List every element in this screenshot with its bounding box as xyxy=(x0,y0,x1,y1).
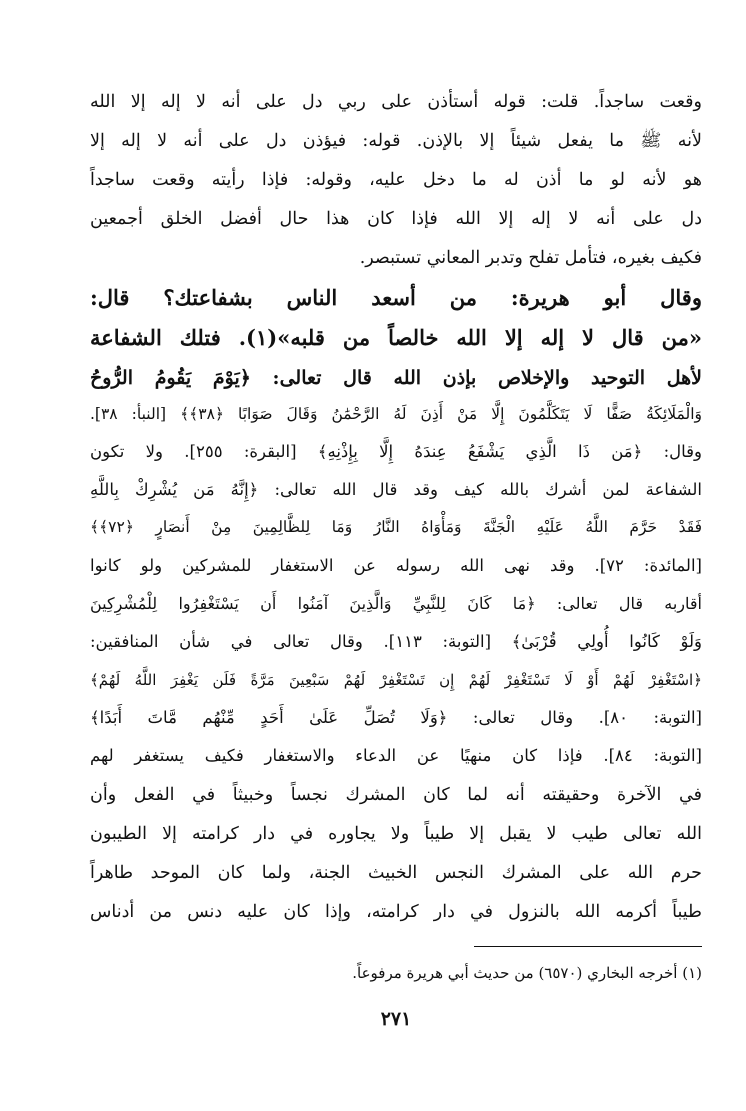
text-line: [التوبة: ٨٤]. فإذا كان منهيًا عن الدعاء والاستغفار فكيف يستغفر لهم xyxy=(90,746,702,765)
text-line: وَلَوْ كَانُوا أُولِي قُرْبَىٰ﴾ [التوبة: ١١٣]. وقال تعالى في شأن المنافقين: xyxy=(90,632,702,651)
footnote: (١) أخرجه البخاري (٦٥٧٠) من حديث أبي هريرة مرفوعاً. xyxy=(352,964,702,982)
text-line-bold: لأهل التوحيد والإخلاص بإذن الله قال تعالى: ﴿يَوْمَ يَقُومُ الرُّوحُ xyxy=(90,367,702,389)
text-line: وقال: ﴿مَن ذَا الَّذِي يَشْفَعُ عِندَهُ إِلَّا بِإِذْنِهِ﴾ [البقرة: ٢٥٥]. ولا تكون xyxy=(90,442,702,461)
text-line: الله تعالى طيب لا يقبل إلا طيباً ولا يجاوره في دار كرامته إلا الطيبون xyxy=(90,824,702,844)
text-line-bold: «من قال لا إله إلا الله خالصاً من قلبه»(١). فتلك الشفاعة xyxy=(90,325,702,350)
quran-verse-line: فَقَدْ حَرَّمَ اللَّهُ عَلَيْهِ الْجَنَّةَ وَمَأْوَاهُ النَّارُ وَمَا لِلظَّالِمِينَ مِنْ أَنصَارٍ ﴿٧٢﴾﴾ xyxy=(90,518,702,536)
text-line: [التوبة: ٨٠]. وقال تعالى: ﴿وَلَا تُصَلِّ عَلَىٰ أَحَدٍ مِّنْهُم مَّاتَ أَبَدًا﴾ xyxy=(90,708,702,727)
text-line-bold: وقال أبو هريرة: من أسعد الناس بشفاعتك؟ قال: xyxy=(90,285,702,310)
text-line: في الآخرة وحقيقته أنه لما كان المشرك نجساً وخبيثاً في الفعل وأن xyxy=(90,785,702,805)
text-line: فكيف بغيره، فتأمل تفلح وتدبر المعاني تستبصر. xyxy=(359,248,702,268)
text-line: أقاربه قال تعالى: ﴿مَا كَانَ لِلنَّبِيِّ وَالَّذِينَ آمَنُوا أَن يَسْتَغْفِرُوا لِلْمُشْرِكِينَ xyxy=(90,594,702,613)
text-line: لأنه ﷺ ما يفعل شيئاً إلا بالإذن. قوله: فيؤذن دل على أنه لا إله إلا xyxy=(90,131,702,151)
quran-verse-line: وَالْمَلَائِكَةُ صَفًّا لَا يَتَكَلَّمُونَ إِلَّا مَنْ أَذِنَ لَهُ الرَّحْمَٰنُ وَقَالَ صَوَابًا ﴿٣٨﴾﴾ [النبأ: ٣٨]. xyxy=(90,405,702,423)
page-number: ٢٧١ xyxy=(380,1008,412,1030)
book-page xyxy=(90,86,702,1096)
text-line: [المائدة: ٧٢]. وقد نهى الله رسوله عن الاستغفار للمشركين ولو كانوا xyxy=(90,556,702,575)
text-line: هو لأنه لو ما أذن له ما دخل عليه، وقوله: فإذا رأيته وقعت ساجداً xyxy=(90,170,702,190)
text-line: طيباً أكرمه الله بالنزول في دار كرامته، وإذا كان عليه دنس من أدناس xyxy=(90,902,702,922)
footnote-separator xyxy=(474,946,702,947)
text-line: وقعت ساجداً. قلت: قوله أستأذن على ربي دل على أنه لا إله إلا الله xyxy=(90,92,702,112)
quran-verse-line: ﴿اسْتَغْفِرْ لَهُمْ أَوْ لَا تَسْتَغْفِرْ لَهُمْ إِن تَسْتَغْفِرْ لَهُمْ سَبْعِينَ مَرَّةً فَلَن يَغْفِرَ اللَّهُ لَهُمْ﴾ xyxy=(90,671,702,689)
text-line: الشفاعة لمن أشرك بالله كيف وقد قال الله تعالى: ﴿إِنَّهُ مَن يُشْرِكْ بِاللَّهِ xyxy=(90,480,702,499)
text-line: حرم الله على المشرك النجس الخبيث الجنة، ولما كان الموحد طاهراً xyxy=(90,863,702,883)
text-line: دل على أنه لا إله إلا الله فإذا كان هذا حال أفضل الخلق أجمعين xyxy=(90,209,702,229)
